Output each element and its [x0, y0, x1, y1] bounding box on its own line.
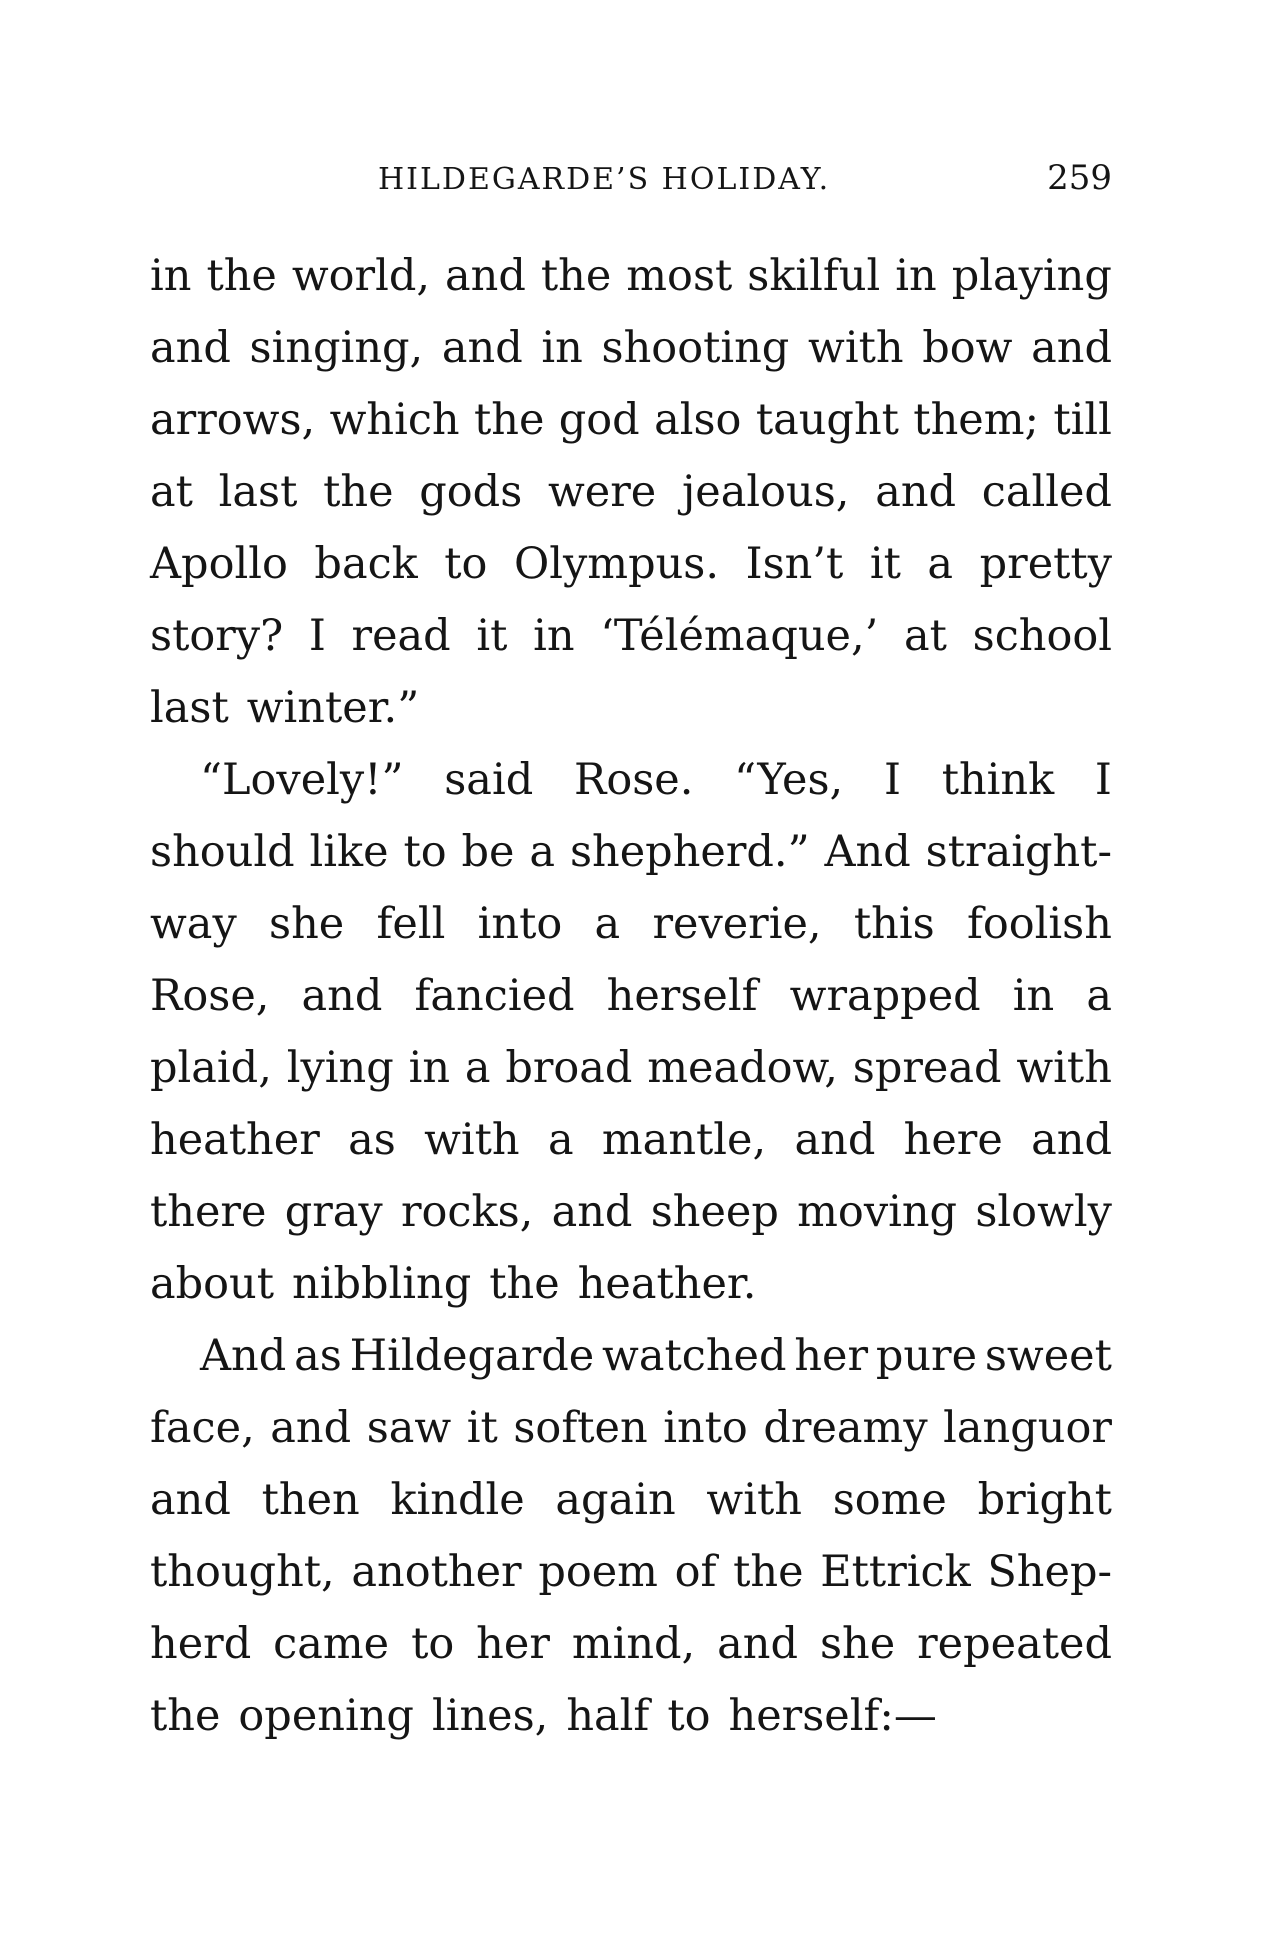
word: again: [555, 1475, 676, 1525]
word: it: [476, 611, 508, 661]
word: bow: [922, 323, 1013, 373]
word: then: [261, 1475, 360, 1525]
word: the: [540, 251, 612, 301]
word: And: [824, 827, 911, 877]
text-line: [150, 1464, 1112, 1536]
word: foolish: [966, 899, 1112, 949]
word: sheep: [650, 1187, 779, 1237]
word: languor: [943, 1403, 1112, 1453]
word: her: [794, 1331, 869, 1381]
word: sweet: [984, 1331, 1112, 1381]
text-line: [150, 888, 1112, 960]
word: meadow,: [647, 1043, 838, 1093]
text-line: [150, 384, 1112, 456]
word: her: [476, 1619, 550, 1669]
word: in: [1012, 971, 1055, 1021]
word: like: [309, 827, 389, 877]
text-line: [150, 528, 1112, 600]
word: and: [551, 1187, 633, 1237]
word: in: [408, 1043, 451, 1093]
word: Rose,: [150, 971, 270, 1021]
text-line: [150, 1536, 1112, 1608]
word: in: [541, 323, 583, 373]
word: soften: [513, 1403, 648, 1453]
text-line: [150, 1104, 1112, 1176]
word: be: [461, 827, 515, 877]
word: straight-: [925, 827, 1112, 877]
word: opening: [238, 1691, 414, 1741]
word: a: [594, 899, 621, 949]
page-number: 259: [1047, 158, 1112, 198]
word: this: [853, 899, 935, 949]
word: ‘Télémaque,’: [600, 611, 879, 661]
body-text: [150, 240, 1112, 1752]
word: kindle: [390, 1475, 525, 1525]
word: lines,: [431, 1691, 549, 1741]
word: in: [533, 611, 575, 661]
word: rocks,: [400, 1187, 534, 1237]
text-line: [150, 600, 1112, 672]
word: about: [150, 1259, 275, 1309]
word: the: [206, 251, 277, 301]
word: them;: [913, 395, 1039, 445]
word: should: [150, 827, 295, 877]
text-line: [150, 312, 1112, 384]
word: pure: [875, 1331, 978, 1381]
word: came: [273, 1619, 390, 1669]
word: a: [927, 539, 954, 589]
word: thought,: [150, 1547, 335, 1597]
word: a: [1086, 971, 1112, 1021]
word: herd: [150, 1619, 252, 1669]
word: most: [626, 251, 733, 301]
word: bright: [977, 1475, 1112, 1525]
text-line: [150, 960, 1112, 1032]
word: Rose.: [573, 755, 694, 805]
word: half: [566, 1691, 650, 1741]
word: skilful: [747, 251, 881, 301]
word: watched: [602, 1331, 787, 1381]
word: taught: [755, 395, 899, 445]
word: the: [323, 467, 394, 517]
word: reverie,: [652, 899, 822, 949]
word: broad: [505, 1043, 633, 1093]
word: some: [832, 1475, 947, 1525]
word: shooting: [601, 323, 790, 373]
word: with: [424, 1115, 520, 1165]
word: slowly: [975, 1187, 1112, 1237]
word: I: [883, 755, 901, 805]
word: and: [717, 1619, 799, 1669]
word: way: [150, 899, 237, 949]
word: there: [150, 1187, 267, 1237]
word: singing,: [249, 323, 424, 373]
word: with: [706, 1475, 802, 1525]
text-line: [150, 1320, 1112, 1392]
word: also: [654, 395, 742, 445]
running-title: HILDEGARDE’S HOLIDAY.: [378, 162, 831, 197]
word: last: [150, 683, 229, 733]
word: moving: [797, 1187, 958, 1237]
word: plaid,: [150, 1043, 272, 1093]
word: herself: [606, 971, 758, 1021]
word: story?: [150, 611, 284, 661]
word: she: [819, 1619, 896, 1669]
word: a: [547, 1115, 574, 1165]
word: to: [403, 827, 447, 877]
word: a: [529, 827, 556, 877]
word: Shep-: [987, 1547, 1112, 1597]
word: Apollo: [150, 539, 288, 589]
text-line: [150, 672, 1112, 744]
word: and: [1031, 323, 1112, 373]
word: gray: [284, 1187, 383, 1237]
word: I: [308, 611, 326, 661]
word: “Yes,: [734, 755, 844, 805]
word: it: [869, 539, 901, 589]
word: the: [733, 1547, 804, 1597]
text-line: [150, 1176, 1112, 1248]
word: shepherd.”: [569, 827, 810, 877]
word: lying: [286, 1043, 394, 1093]
word: heather.: [577, 1259, 757, 1309]
page-header: [150, 150, 1112, 210]
word: and: [150, 1475, 231, 1525]
word: in: [895, 251, 937, 301]
word: jealous,: [681, 467, 850, 517]
text-line: [150, 1680, 1112, 1752]
word: to: [667, 1691, 711, 1741]
word: read: [351, 611, 451, 661]
text-line: [150, 240, 1112, 312]
word: to: [444, 539, 488, 589]
word: gods: [419, 467, 523, 517]
word: poem: [538, 1547, 658, 1597]
word: till: [1053, 395, 1112, 445]
word: world,: [291, 251, 431, 301]
word: I: [1094, 755, 1112, 805]
word: the: [489, 1259, 560, 1309]
word: and: [301, 971, 383, 1021]
word: think: [941, 755, 1055, 805]
word: herself:—: [728, 1691, 937, 1741]
word: the: [150, 1691, 221, 1741]
word: dreamy: [763, 1403, 928, 1453]
word: arrows,: [150, 395, 316, 445]
text-line: [150, 744, 1112, 816]
word: of: [674, 1547, 717, 1597]
text-line: [150, 456, 1112, 528]
word: Isn’t: [745, 539, 844, 589]
word: the: [473, 395, 545, 445]
word: and: [150, 323, 231, 373]
word: playing: [951, 251, 1112, 301]
word: a: [464, 1043, 491, 1093]
word: said: [444, 755, 534, 805]
word: called: [981, 467, 1112, 517]
word: and: [270, 1403, 352, 1453]
word: and: [1031, 1115, 1112, 1165]
word: at: [904, 611, 947, 661]
word: Hildegarde: [349, 1331, 595, 1381]
word: god: [558, 395, 640, 445]
word: fancied: [414, 971, 575, 1021]
word: to: [411, 1619, 455, 1669]
word: were: [547, 467, 657, 517]
word: nibbling: [292, 1259, 472, 1309]
word: and: [445, 251, 526, 301]
word: with: [1016, 1043, 1112, 1093]
word: fell: [376, 899, 446, 949]
word: into: [663, 1403, 748, 1453]
word: another: [351, 1547, 522, 1597]
word: wrapped: [789, 971, 981, 1021]
word: face,: [150, 1403, 255, 1453]
word: Olympus.: [514, 539, 720, 589]
word: heather: [150, 1115, 320, 1165]
word: back: [314, 539, 418, 589]
word: pretty: [979, 539, 1112, 589]
word: and: [875, 467, 957, 517]
word: “Lovely!”: [200, 755, 404, 805]
text-line: [150, 1248, 1112, 1320]
word: in: [150, 251, 192, 301]
word: And: [200, 1331, 287, 1381]
text-line: [150, 816, 1112, 888]
word: she: [269, 899, 345, 949]
word: and: [794, 1115, 876, 1165]
text-line: [150, 1608, 1112, 1680]
word: as: [348, 1115, 396, 1165]
word: as: [294, 1331, 342, 1381]
word: here: [903, 1115, 1003, 1165]
word: it: [466, 1403, 498, 1453]
word: spread: [852, 1043, 1002, 1093]
word: school: [972, 611, 1112, 661]
word: repeated: [917, 1619, 1112, 1669]
word: which: [329, 395, 460, 445]
text-line: [150, 1032, 1112, 1104]
word: into: [477, 899, 563, 949]
text-line: [150, 1392, 1112, 1464]
word: mind,: [571, 1619, 696, 1669]
word: at: [150, 467, 193, 517]
word: and: [441, 323, 523, 373]
word: mantle,: [601, 1115, 767, 1165]
word: winter.”: [246, 683, 420, 733]
word: saw: [366, 1403, 452, 1453]
word: Ettrick: [820, 1547, 971, 1597]
word: last: [218, 467, 298, 517]
word: with: [808, 323, 904, 373]
